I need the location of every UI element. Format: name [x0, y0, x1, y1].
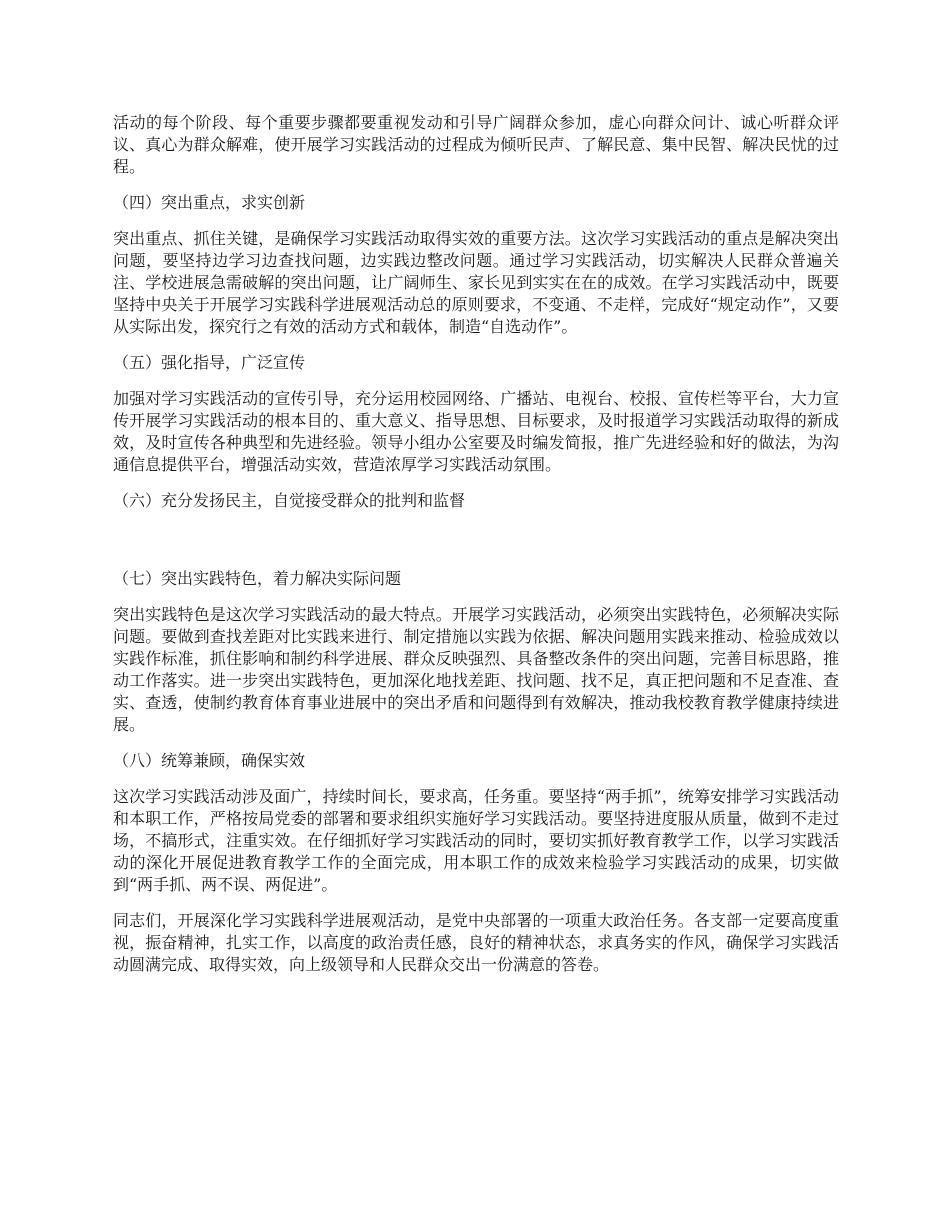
paragraph-section-8: 这次学习实践活动涉及面广，持续时间长，要求高，任务重。要坚持“两手抓”，统筹安排学习实践活动和本职工作，严格按局党委的部署和要求组织实施好学习实践活动。要坚持进度服从质量，做到不走过场，不搞形式，注重实效。在仔细抓好学习实践活动的同时，要切实抓好教育教学工作，以学习实践活动的深化开展促进教育教学工作的全面完成，用本职工作的成效来检验学习实践活动的成果，切实做到“两手抓、两不误、两促进”。: [113, 787, 839, 894]
paragraph-section-4: 突出重点、抓住关键，是确保学习实践活动取得实效的重要方法。这次学习实践活动的重点是解决突出问题，要坚持边学习边查找问题，边实践边整改问题。通过学习实践活动，切实解决人民群众普遍关注、学校进展急需破解的突出问题，让广阔师生、家长见到实实在在的成效。在学习实践活动中，既要坚持中央关于开展学习实践科学进展观活动总的原则要求，不变通、不走样，完成好“规定动作”，又要从实际出发，探究行之有效的活动方式和载体，制造“自选动作”。: [113, 229, 839, 336]
document-body: [113, 112, 839, 990]
paragraph-section-5: 加强对学习实践活动的宣传引导，充分运用校园网络、广播站、电视台、校报、宣传栏等平台，大力宣传开展学习实践活动的根本目的、重大意义、指导思想、目标要求，及时报道学习实践活动取得的新成效，及时宣传各种典型和先进经验。领导小组办公室要及时编发简报，推广先进经验和好的做法，为沟通信息提供平台，增强活动实效，营造浓厚学习实践活动氛围。: [113, 389, 839, 474]
section-heading-7: （七）突出实践特色，着力解决实际问题: [113, 569, 402, 588]
section-heading-4: （四）突出重点，求实创新: [113, 193, 306, 212]
paragraph-closing: 同志们，开展深化学习实践科学进展观活动，是党中央部署的一项重大政治任务。各支部一定要高度重视，振奋精神，扎实工作，以高度的政治责任感，良好的精神状态，求真务实的作风，确保学习实践活动圆满完成、取得实效，向上级领导和人民群众交出一份满意的答卷。: [113, 911, 839, 974]
section-heading-8: （八）统筹兼顾，确保实效: [113, 751, 306, 770]
paragraph-intro-continuation: 活动的每个阶段、每个重要步骤都要重视发动和引导广阔群众参加，虚心向群众问计、诚心听群众评议、真心为群众解难，使开展学习实践活动的过程成为倾听民声、了解民意、集中民智、解决民忧的过程。: [113, 113, 839, 176]
section-heading-5: （五）强化指导，广泛宣传: [113, 353, 306, 372]
paragraph-section-7: 突出实践特色是这次学习实践活动的最大特点。开展学习实践活动，必须突出实践特色，必须解决实际问题。要做到查找差距对比实践来进行、制定措施以实践为依据、解决问题用实践来推动、检验成效以实践作标准，抓住影响和制约科学进展、群众反映强烈、具备整改条件的突出问题，完善目标思路，推动工作落实。进一步突出实践特色，更加深化地找差距、找问题、找不足，真正把问题和不足查准、查实、查透，使制约教育体育事业进展中的突出矛盾和问题得到有效解决，推动我校教育教学健康持续进展。: [113, 605, 839, 734]
blank-gap: [113, 526, 839, 568]
section-heading-6: （六）充分发扬民主，自觉接受群众的批判和监督: [113, 491, 466, 510]
